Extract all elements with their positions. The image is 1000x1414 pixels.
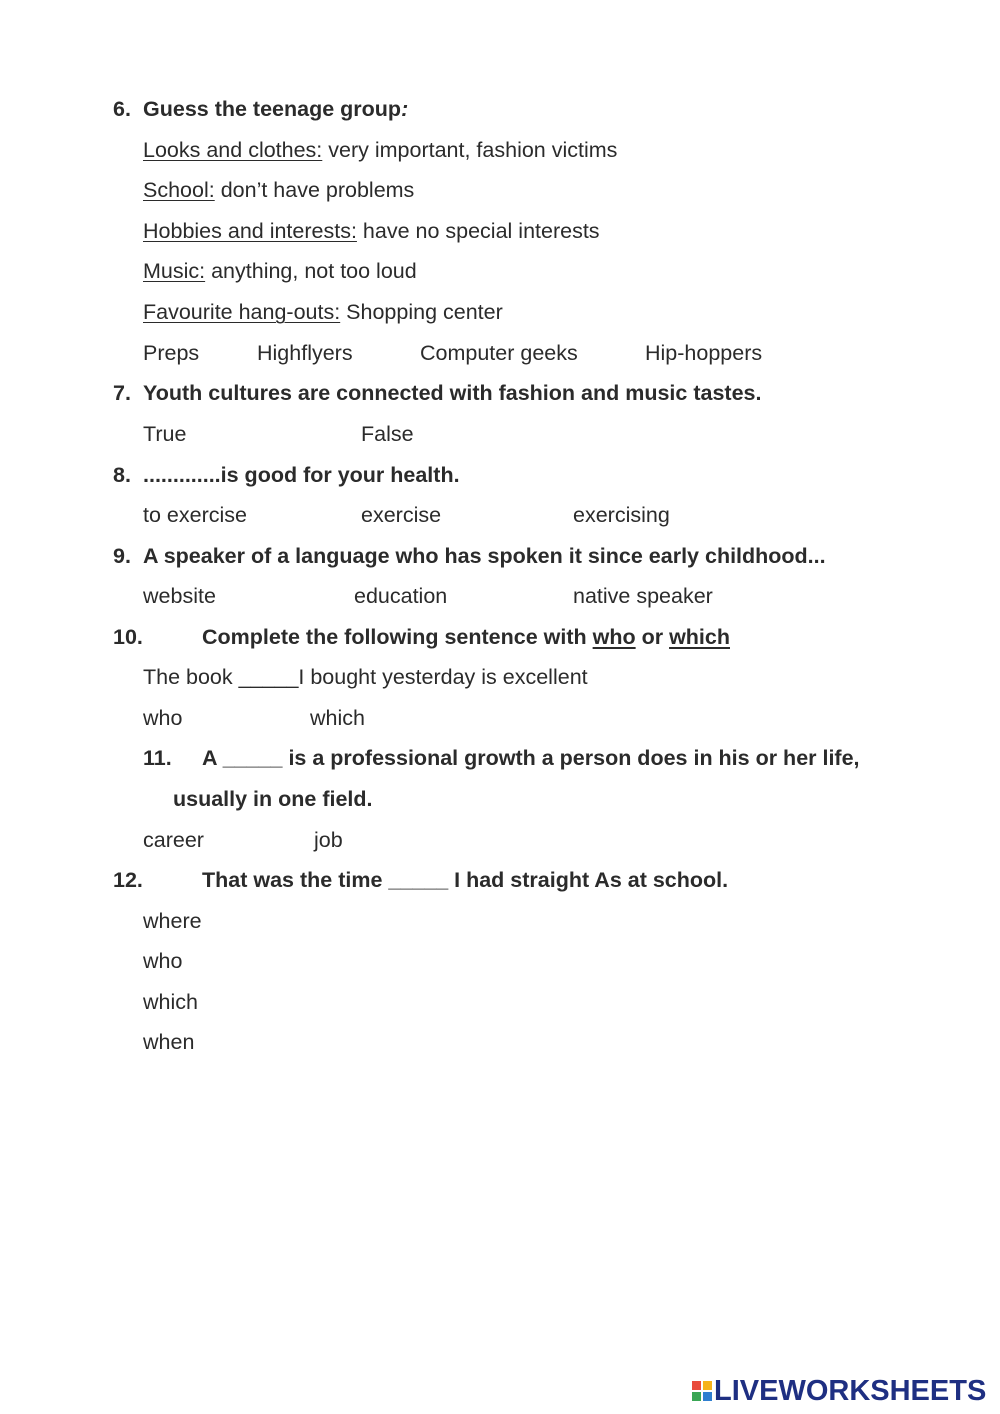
answer-option[interactable]: to exercise <box>143 503 247 527</box>
keyword-who: who <box>592 625 636 649</box>
answer-option[interactable]: when <box>143 1030 195 1054</box>
row-label: School: <box>143 178 215 202</box>
question-title: Youth cultures are connected with fashion and music tastes. <box>143 381 762 405</box>
logo-block <box>692 1392 701 1401</box>
row-text: anything, not too loud <box>205 259 417 283</box>
q6-row-hangouts <box>143 299 503 325</box>
answer-option[interactable]: education <box>354 584 448 608</box>
q6-row-music <box>143 258 417 284</box>
question-title-line2: usually in one field. <box>173 787 373 811</box>
logo-block <box>703 1381 712 1390</box>
row-text: don’t have problems <box>214 178 415 202</box>
question-title-colon: : <box>401 97 409 121</box>
answer-option[interactable]: career <box>143 828 204 852</box>
logo-text: LIVEWORKSHEETS <box>714 1375 987 1407</box>
answer-option[interactable]: Highflyers <box>257 341 353 365</box>
example-sentence: The book _____I bought yesterday is excellent <box>143 665 588 689</box>
logo-block <box>692 1381 701 1390</box>
question-title: .............is good for your health. <box>143 463 460 487</box>
answer-option[interactable]: job <box>314 828 343 852</box>
row-text: Shopping center <box>340 300 503 324</box>
question-title: That was the time _____ I had straight As at school. <box>202 868 729 892</box>
answer-option[interactable]: Preps <box>143 341 200 365</box>
question-number: 10. <box>113 625 143 649</box>
question-number: 11. <box>143 746 172 770</box>
answer-option[interactable]: which <box>310 706 365 730</box>
question-title-text: Complete the following sentence with <box>202 625 593 649</box>
question-number: 6. <box>113 97 131 121</box>
logo-blocks-icon <box>692 1381 712 1401</box>
q6-row-hobbies <box>143 218 600 244</box>
keyword-which: which <box>669 625 730 649</box>
question-title-line1: A _____ is a professional growth a person does in his or her life, <box>202 746 860 770</box>
row-label: Hobbies and interests: <box>143 219 357 243</box>
question-number: 12. <box>113 868 143 892</box>
row-text: very important, fashion victims <box>322 138 618 162</box>
answer-option[interactable]: True <box>143 422 187 446</box>
answer-option[interactable]: website <box>143 584 216 608</box>
row-label: Looks and clothes: <box>143 138 323 162</box>
answer-option[interactable]: who <box>143 706 183 730</box>
row-label: Favourite hang-outs: <box>143 300 341 324</box>
row-text: have no special interests <box>356 219 600 243</box>
question-number: 8. <box>113 463 131 487</box>
question-title: A speaker of a language who has spoken it since early childhood... <box>143 544 826 568</box>
answer-option[interactable]: Computer geeks <box>420 341 578 365</box>
answer-option[interactable]: exercising <box>573 503 670 527</box>
liveworksheets-logo <box>692 1376 986 1406</box>
question-title <box>202 624 730 650</box>
answer-option[interactable]: where <box>143 909 202 933</box>
question-number: 7. <box>113 381 131 405</box>
answer-option[interactable]: native speaker <box>573 584 713 608</box>
answer-option[interactable]: who <box>143 949 183 973</box>
question-number: 9. <box>113 544 131 568</box>
answer-option[interactable]: which <box>143 990 198 1014</box>
question-title-text: Guess the teenage group <box>143 97 402 121</box>
logo-block <box>703 1392 712 1401</box>
q6-row-school <box>143 177 414 203</box>
question-title-or: or <box>635 625 670 649</box>
row-label: Music: <box>143 259 206 283</box>
question-title <box>143 96 408 122</box>
answer-option[interactable]: exercise <box>361 503 442 527</box>
q6-row-looks <box>143 137 617 163</box>
answer-option[interactable]: False <box>361 422 414 446</box>
answer-option[interactable]: Hip-hoppers <box>645 341 763 365</box>
